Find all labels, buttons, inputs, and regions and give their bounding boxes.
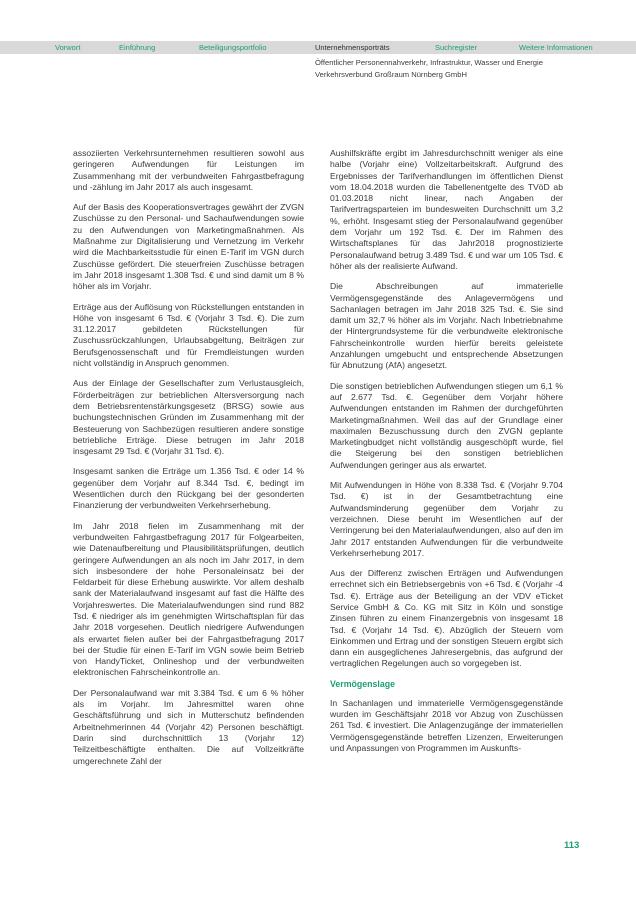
company-name-line: Verkehrsverbund Großraum Nürnberg GmbH (315, 69, 467, 79)
body-paragraph: Erträge aus der Auflösung von Rückstellungen entstanden in Höhe von insgesamt 6 Tsd. € (Vorjahr 3 Tsd. €). Die zum 31.12.2017 gebildeten Rückstellungen für Zuschussrückzahlungen, Urlaubsabgeltung, Beiträgen zur Berufsgenossenschaft und für Fremdleistungen wurden nicht vollständig in Anspruch genommen. (73, 301, 304, 369)
section-header (315, 57, 595, 80)
subsection-heading-vermoegenslage: Vermögenslage (330, 678, 396, 689)
page-number: 113 (564, 840, 580, 851)
nav-item-suchregister[interactable]: Suchregister (435, 43, 478, 52)
nav-item-einfuehrung[interactable]: Einführung (119, 43, 156, 52)
body-paragraph: Die sonstigen betrieblichen Aufwendungen stiegen um 6,1 % auf 2.677 Tsd. €. Gegenüber dem Vorjahr höhere Aufwendungen entstanden im Rahmen der durchgeführten Marketingmaßnahmen. Weil das auf der Grundlage einer maximalen Bezuschussung durch den ZVGN geplante Marketingbudget nicht vollständig ausgeschöpft wurde, fiel die Steigerung bei den sonstigen betrieblichen Aufwendungen geringer aus als erwartet. (330, 380, 563, 470)
nav-item-beteiligungsportfolio[interactable]: Beteiligungsportfolio (199, 43, 267, 52)
nav-item-weitere-informationen[interactable]: Weitere Informationen (519, 43, 593, 52)
right-text-column (330, 148, 563, 763)
body-paragraph: Mit Aufwendungen in Höhe von 8.338 Tsd. € (Vorjahr 9.704 Tsd. €) ist in der Gesamtbetrachtung eine Aufwandsminderung gegenüber dem Vorjahr zu verzeichnen. Diese beruht im Wesentlichen auf der Verringerung bei den Materialaufwendungen, also auf den im Jahr 2017 entstanden Aufwendungen für die verbundweite Verkehrserhebung 2017. (330, 480, 563, 558)
body-paragraph: Auf der Basis des Kooperationsvertrages gewährt der ZVGN Zuschüsse zu den Personal- und Sachaufwendungen sowie zu den Aufwendungen von Marketingmaßnahmen. Als Maßnahme zur Digitalisierung und Vernetzung im Verkehr wird die Machbarkeitsstudie für einen E-Tarif im VGN durch Zuschüsse gefördert. Die steuerfreien Zuschüsse betragen im Jahr 2018 insgesamt 1.308 Tsd. € und sind damit um 8 % höher als im Vorjahr. (73, 202, 304, 292)
body-paragraph: Der Personalaufwand war mit 3.384 Tsd. € um 6 % höher als im Vorjahr. Im Jahresmittel waren ohne Geschäftsführung und sich in Mutterschutz befindenden Arbeitnehmerinnen 44 (Vorjahr 42) Personen beschäftigt. Darin sind durchschnittlich 13 (Vorjahr 12) Teilzeitbeschäftigte enthalten. Die auf Vollzeitkräfte umgerechnete Zahl der (73, 687, 304, 766)
body-paragraph: Die Abschreibungen auf immaterielle Vermögensgegenstände des Anlagevermögens und Sachanlagen betragen im Jahr 2018 325 Tsd. €. Sie sind damit um 32,7 % höher als im Vorjahr. Nach Inbetriebnahme der Hintergrundsysteme für die verbundweite elektronische Fahrscheinkontrolle wurden hierfür bereits geleistete Anzahlungen umgebucht und entsprechende Absetzungen für Abnutzung (AfA) angesetzt. (330, 281, 563, 371)
nav-item-vorwort[interactable]: Vorwort (55, 43, 81, 52)
body-paragraph: Insgesamt sanken die Erträge um 1.356 Tsd. € oder 14 % gegenüber dem Vorjahr auf 8.344 Tsd. €, bedingt im Wesentlichen durch den Rückgang bei der gesonderten Finanzierung der verbundweiten Verkehrserhebung. (73, 466, 304, 511)
top-navigation (0, 41, 636, 54)
body-paragraph: Im Jahr 2018 fielen im Zusammenhang mit der verbundweiten Fahrgastbefragung 2017 für Folgearbeiten, wie Datenaufbereitung und Plausibilitätsprüfungen, deutlich geringere Aufwendungen an als noch im Jahr 2017, in dem sich insbesondere der hohe Personaleinsatz bei der Feldarbeit für diese Erhebung auswirkte. Vor allem deshalb sank der Materialaufwand insgesamt auf fast die Hälfte des Vorjahreswertes. Die Materialaufwendungen sind rund 882 Tsd. € niedriger als im genehmigten Wirtschaftsplan für das Jahr 2018 vorgesehen. Deutlich niedrigere Aufwendungen als erwartet fielen außer bei der Fahrgastbefragung 2017 bei der Studie für einen E-Tarif im VGN sowie beim Betrieb von HandyTicket, Onlineshop und der verbundweiten elektronischen Fahrscheinkontrolle an. (73, 520, 304, 678)
body-paragraph: In Sachanlagen und immaterielle Vermögensgegenstände wurden im Geschäftsjahr 2018 vor Abzug von Zuschüssen 261 Tsd. € investiert. Die Anlagenzugänge der immateriellen Vermögensgegenstände betreffen Lizenzen, Erweiterungen und Anpassungen von Programmen im Auskunfts- (330, 697, 563, 753)
body-paragraph: Aus der Differenz zwischen Erträgen und Aufwendungen errechnet sich ein Betriebsergebnis von +6 Tsd. € (Vorjahr -4 Tsd. €). Erträge aus der Beteiligung an der VDV eTicket Service GmbH & Co. KG mit Sitz in Köln und sonstige Zinsen führen zu einem Finanzergebnis von insgesamt 18 Tsd. € (Vorjahr 14 Tsd. €). Abzüglich der Steuern vom Einkommen und Ertrag und der sonstigen Steuern ergibt sich dann ein ausgeglichenes Jahresergebnis, das aufgrund der vertraglichen Regelungen auch so vorgegeben ist. (330, 568, 563, 669)
body-paragraph: Aus der Einlage der Gesellschafter zum Verlustausgleich, Förderbeiträgen zur betrieblichen Altersversorgung nach dem Betriebsrentenstärkungsgesetz (BRSG) sowie aus buchungstechnischen Gründen im Zusammenhang mit der Besteuerung von Sachbezügen resultieren andere sonstige betriebliche Erträge. Diese betrugen im Jahr 2018 insgesamt 29 Tsd. € (Vorjahr 31 Tsd. €). (73, 378, 304, 457)
left-text-column (73, 148, 304, 776)
section-category-line: Öffentlicher Personennahverkehr, Infrastruktur, Wasser und Energie (315, 58, 543, 67)
body-paragraph: Aushilfskräfte ergibt im Jahresdurchschnitt weniger als eine halbe (Vorjahr eine) Vollzeitarbeitskraft. Aufgrund des Ergebnisses der Tarifverhandlungen im öffentlichen Dienst vom 18.04.2018 wurden die Tabellenentgelte des TVöD ab 01.03.2018 nicht linear, nach Angaben der Tarifvertragsparteien im bundesweiten Durchschnitt um 3,2 %, erhöht. Insgesamt stieg der Personalaufwand gegenüber dem Vorjahr um 192 Tsd. €. Der im Rahmen des Wirtschaftsplanes für das Jahr2018 prognostizierte Personalaufwand betrug 3.489 Tsd. € und war um 105 Tsd. € höher als der realisierte Aufwand. (330, 148, 563, 271)
nav-item-unternehmensportraets: Unternehmensporträts (315, 43, 390, 52)
body-paragraph: assoziierten Verkehrsunternehmen resultieren sowohl aus geringeren Aufwendungen für Leistungen im Zusammenhang mit der verbundweiten Fahrgastbefragung und -zählung im Jahr 2017 als auch insgesamt. (73, 148, 304, 192)
